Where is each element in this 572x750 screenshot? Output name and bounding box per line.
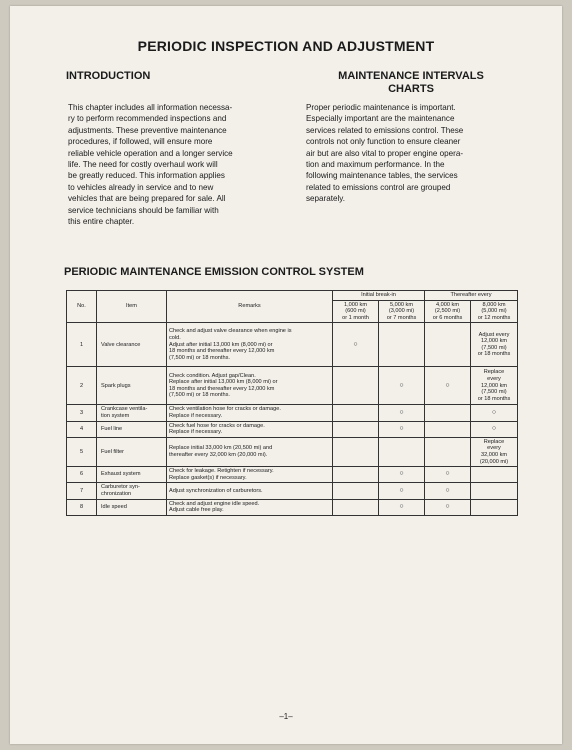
mark-text: or 18 months: [477, 395, 511, 402]
mark-text: (20,000 mi): [479, 458, 509, 465]
mark-text: ○: [399, 424, 404, 432]
interval-line: or 12 months: [477, 314, 511, 321]
remarks-line: Check for leakage. Retighten if necessary.: [169, 468, 274, 475]
mark-text: ○: [399, 381, 404, 389]
mark-text: Replace: [483, 438, 505, 445]
interval-mark-cell: [471, 367, 518, 405]
page-title: PERIODIC INSPECTION AND ADJUSTMENT: [137, 38, 435, 54]
mark-text: ○: [445, 486, 450, 494]
interval-mark-cell: [471, 437, 518, 466]
remarks-line: cold.: [169, 334, 181, 341]
remarks-line: Check ventilation hose for cracks or damage.: [169, 406, 281, 413]
remarks-line: Adjust synchronization of carburetors.: [169, 487, 263, 494]
item-line: Fuel line: [101, 425, 123, 432]
table-row: [67, 421, 518, 437]
mark-text: ○: [399, 408, 404, 416]
intro-line: life. The need for costly overhaul work will: [68, 160, 218, 170]
introduction-heading: INTRODUCTION: [66, 70, 151, 82]
row-remarks: [167, 467, 333, 483]
mark-text: ○: [491, 408, 497, 416]
maintenance-line: Especially important are the maintenance: [306, 114, 455, 124]
document-page: [10, 6, 562, 744]
row-item: [97, 483, 167, 499]
mark-text: 12,000 km: [480, 338, 508, 345]
maintenance-line: controls not only function to ensure cleaner: [306, 137, 461, 147]
header-no: No.: [67, 291, 97, 323]
remarks-line: thereafter every 32,000 km (20,000 mi).: [169, 451, 268, 458]
maintenance-table: [66, 290, 518, 516]
mark-text: ○: [445, 381, 450, 389]
page-number: –1–: [279, 712, 293, 721]
row-number: 3: [67, 405, 97, 421]
interval-mark-cell: [425, 323, 471, 367]
interval-mark-cell: [471, 421, 518, 437]
interval-mark-cell: [333, 367, 379, 405]
interval-header-cell: [333, 300, 379, 323]
mark-text: ○: [399, 502, 404, 510]
row-remarks: [167, 499, 333, 515]
interval-header-cell: [379, 300, 425, 323]
row-remarks: [167, 437, 333, 466]
interval-mark-cell: [379, 437, 425, 466]
remarks-line: Check fuel hose for cracks or damage.: [169, 422, 265, 429]
interval-mark-cell: [333, 405, 379, 421]
interval-mark-cell: [425, 405, 471, 421]
interval-mark-cell: [379, 421, 425, 437]
interval-mark-cell: [333, 323, 379, 367]
remarks-line: (7,500 mi) or 18 months.: [169, 354, 230, 361]
maintenance-heading-line-1: MAINTENANCE INTERVALS: [338, 70, 484, 82]
mark-text: every: [487, 445, 501, 452]
row-item: [97, 467, 167, 483]
row-remarks: [167, 421, 333, 437]
interval-mark-cell: [379, 499, 425, 515]
interval-line: or 7 months: [386, 314, 417, 321]
intro-line: this entire chapter.: [68, 217, 135, 227]
table-row: [67, 367, 518, 405]
row-remarks: [167, 367, 333, 405]
remarks-line: Replace if necessary.: [169, 412, 223, 419]
row-item: [97, 323, 167, 367]
row-remarks: [167, 483, 333, 499]
table-heading: PERIODIC MAINTENANCE EMISSION CONTROL SYSTEM: [64, 266, 364, 278]
remarks-line: 18 months and thereafter every 12,000 km: [169, 385, 275, 392]
header-item: Item: [97, 291, 167, 323]
intro-line: procedures, if followed, will ensure more: [68, 137, 213, 147]
table-row: [67, 437, 518, 466]
maintenance-line: Proper periodic maintenance is important.: [306, 103, 456, 112]
item-line: Valve clearance: [101, 341, 141, 348]
table-row: [67, 483, 518, 499]
mark-text: (7,500 mi): [481, 389, 507, 396]
maintenance-line: following maintenance tables, the services: [306, 171, 458, 181]
table-row: [67, 499, 518, 515]
row-number: 5: [67, 437, 97, 466]
interval-mark-cell: [379, 483, 425, 499]
interval-mark-cell: [471, 499, 518, 515]
maintenance-heading-line-2: CHARTS: [388, 83, 434, 95]
interval-mark-cell: [471, 467, 518, 483]
item-line: tion system: [101, 412, 130, 419]
interval-mark-cell: [425, 483, 471, 499]
interval-header-cell: [471, 300, 518, 323]
maintenance-line: tion and maximum performance. In the: [306, 160, 445, 170]
row-item: [97, 421, 167, 437]
interval-line: 5,000 km: [390, 301, 414, 308]
row-number: 4: [67, 421, 97, 437]
interval-line: 1,000 km: [343, 301, 367, 308]
maintenance-paragraph: [306, 102, 514, 205]
interval-line: (600 mi): [345, 308, 366, 315]
remarks-line: Check and adjust engine idle speed.: [169, 500, 260, 507]
intro-line: This chapter includes all information necessa-: [68, 103, 233, 112]
maintenance-line: separately.: [306, 194, 345, 204]
interval-mark-cell: [425, 367, 471, 405]
intro-line: service technicians should be familiar with: [68, 205, 219, 215]
interval-mark-cell: [333, 437, 379, 466]
table-body: [67, 323, 518, 515]
mark-text: ○: [399, 470, 404, 478]
row-item: [97, 405, 167, 421]
row-remarks: [167, 323, 333, 367]
interval-mark-cell: [379, 405, 425, 421]
mark-text: or 18 months: [477, 351, 511, 358]
mark-text: Adjust every: [478, 331, 510, 338]
maintenance-intervals-heading: [306, 70, 516, 96]
mark-text: every: [487, 375, 501, 382]
mark-text: (7,500 mi): [481, 344, 507, 351]
interval-line: 8,000 km: [482, 301, 506, 308]
header-remarks: Remarks: [167, 291, 333, 323]
mark-text: Replace: [483, 369, 505, 376]
intro-line: be greatly reduced. This information applies: [68, 171, 225, 181]
intro-line: adjustments. These preventive maintenance: [68, 125, 227, 135]
interval-mark-cell: [333, 483, 379, 499]
remarks-line: Check condition. Adjust gap/Clean.: [169, 372, 256, 379]
maintenance-line: air but are also vital to proper engine opera-: [306, 148, 464, 158]
item-line: chronization: [101, 490, 132, 497]
interval-mark-cell: [425, 467, 471, 483]
mark-text: ○: [445, 470, 450, 478]
mark-text: ○: [399, 486, 404, 494]
interval-line: (3,000 mi): [388, 308, 415, 315]
remarks-line: Replace gasket(s) if necessary.: [169, 474, 247, 481]
intro-line: ry to perform recommended inspections and: [68, 114, 227, 124]
item-line: Spark plugs: [101, 382, 131, 389]
header-initial-break-in: Initial break-in: [333, 291, 425, 301]
mark-text: ○: [445, 502, 450, 510]
row-number: 2: [67, 367, 97, 405]
item-line: Carburetor syn-: [101, 484, 140, 491]
item-line: Fuel filter: [101, 448, 125, 455]
interval-mark-cell: [333, 467, 379, 483]
interval-line: or 1 month: [342, 314, 369, 321]
remarks-line: Adjust cable free play.: [169, 507, 224, 514]
interval-line: 4,000 km: [436, 301, 460, 308]
table-row: [67, 323, 518, 367]
mark-text: 32,000 km: [480, 451, 508, 458]
interval-mark-cell: [379, 467, 425, 483]
item-line: Idle speed: [101, 503, 127, 510]
remarks-line: Adjust after initial 13,000 km (8,000 mi) or: [169, 341, 273, 348]
interval-line: (5,000 mi): [481, 308, 507, 315]
row-item: [97, 437, 167, 466]
introduction-paragraph: [68, 102, 276, 227]
remarks-line: 18 months and thereafter every 12,000 km: [169, 348, 275, 355]
interval-line: (2,500 mi): [434, 308, 461, 315]
interval-mark-cell: [425, 421, 471, 437]
row-item: [97, 367, 167, 405]
row-number: 6: [67, 467, 97, 483]
interval-mark-cell: [471, 323, 518, 367]
intro-line: reliable vehicle operation and a longer service: [68, 148, 233, 158]
remarks-line: (7,500 mi) or 18 months.: [169, 392, 230, 399]
interval-mark-cell: [333, 499, 379, 515]
row-number: 1: [67, 323, 97, 367]
remarks-line: Replace after initial 13,000 km (8,000 mi) or: [169, 379, 278, 386]
item-line: Crankcase ventila-: [101, 406, 148, 413]
mark-text: ○: [491, 424, 497, 432]
mark-text: ○: [353, 340, 358, 348]
remarks-line: Check and adjust valve clearance when engine is: [169, 328, 292, 335]
maintenance-line: services related to emissions control. These: [306, 125, 464, 135]
interval-mark-cell: [425, 499, 471, 515]
remarks-line: Replace if necessary.: [169, 429, 223, 436]
remarks-line: Replace initial 33,000 km (20,500 mi) and: [169, 445, 273, 452]
row-remarks: [167, 405, 333, 421]
row-number: 7: [67, 483, 97, 499]
interval-mark-cell: [425, 437, 471, 466]
maintenance-line: related to emissions control are grouped: [306, 182, 451, 192]
interval-header-cell: [425, 300, 471, 323]
interval-mark-cell: [379, 367, 425, 405]
interval-mark-cell: [379, 323, 425, 367]
intro-line: vehicles that are being prepared for sale. All: [68, 194, 226, 204]
mark-text: 12,000 km: [480, 382, 508, 389]
header-thereafter-every: Thereafter every: [425, 291, 518, 301]
intro-line: to vehicles already in service and to new: [68, 182, 214, 192]
row-number: 8: [67, 499, 97, 515]
interval-line: or 6 months: [432, 314, 463, 321]
item-line: Exhaust system: [101, 471, 141, 478]
table-row: [67, 405, 518, 421]
interval-mark-cell: [471, 483, 518, 499]
table-row: [67, 467, 518, 483]
row-item: [97, 499, 167, 515]
interval-mark-cell: [333, 421, 379, 437]
interval-mark-cell: [471, 405, 518, 421]
